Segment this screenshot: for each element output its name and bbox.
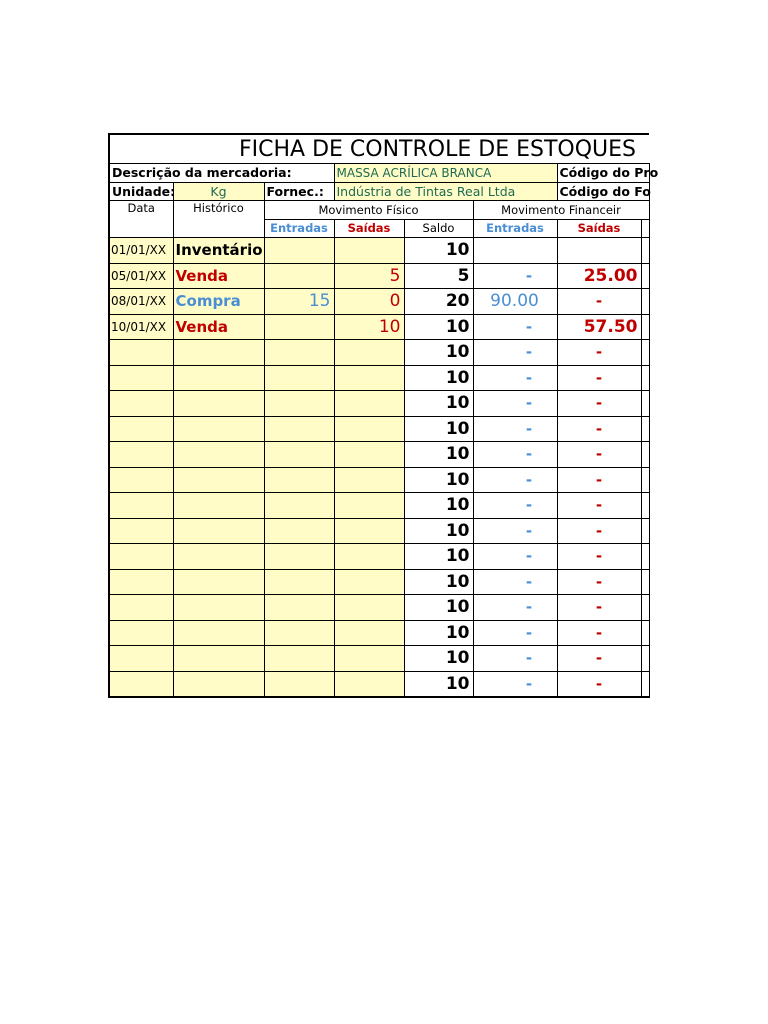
cell-fin-saidas: - (557, 595, 641, 621)
cell-date[interactable]: 01/01/XX (109, 238, 173, 264)
cell-saidas[interactable]: 5 (334, 263, 404, 289)
table-row (109, 544, 649, 570)
cell-date[interactable] (109, 544, 173, 570)
cell-saidas[interactable] (334, 620, 404, 646)
cell-fin-saidas (557, 238, 641, 264)
cell-saidas[interactable] (334, 442, 404, 468)
cell-entradas[interactable] (264, 467, 334, 493)
descricao-value[interactable]: MASSA ACRÍLICA BRANCA (334, 164, 557, 183)
col-header-entradas: Entradas (264, 219, 334, 238)
cell-date[interactable]: 10/01/XX (109, 314, 173, 340)
cell-entradas[interactable] (264, 620, 334, 646)
stock-table (108, 133, 659, 698)
table-row (109, 646, 649, 672)
cell-date[interactable]: 05/01/XX (109, 263, 173, 289)
cell-saldo: 10 (404, 518, 473, 544)
table-row (109, 493, 649, 519)
cell-overflow (641, 595, 649, 621)
table-row (109, 620, 649, 646)
cell-overflow (641, 391, 649, 417)
codigo-produto-label: Código do Pro (557, 164, 649, 183)
unidade-value[interactable]: Kg (173, 182, 264, 201)
cell-overflow (641, 467, 649, 493)
table-row (109, 365, 649, 391)
cell-historico[interactable]: Venda (173, 263, 264, 289)
cell-fin-saidas: - (557, 289, 641, 315)
cell-overflow (641, 569, 649, 595)
cell-entradas[interactable] (264, 493, 334, 519)
col-header-data: Data (109, 201, 173, 238)
cell-saldo: 10 (404, 595, 473, 621)
cell-saidas[interactable] (334, 493, 404, 519)
cell-fin-saidas: - (557, 569, 641, 595)
cell-overflow (641, 314, 649, 340)
table-row (109, 569, 649, 595)
cell-entradas[interactable] (264, 646, 334, 672)
table-row (109, 442, 649, 468)
cell-saidas[interactable] (334, 544, 404, 570)
cell-saldo: 10 (404, 391, 473, 417)
cell-fin-entradas: - (473, 595, 557, 621)
cell-fin-entradas: - (473, 314, 557, 340)
col-header-fin-saidas: Saídas (557, 219, 641, 238)
cell-saldo: 20 (404, 289, 473, 315)
cell-fin-entradas: - (473, 544, 557, 570)
cell-date[interactable] (109, 518, 173, 544)
cell-historico[interactable] (173, 569, 264, 595)
cell-overflow (641, 340, 649, 366)
cell-date[interactable] (109, 340, 173, 366)
cell-fin-saidas: - (557, 493, 641, 519)
cell-saldo: 10 (404, 416, 473, 442)
cell-overflow (641, 238, 649, 264)
cell-date[interactable] (109, 493, 173, 519)
cell-date[interactable] (109, 620, 173, 646)
cell-fin-saidas: - (557, 544, 641, 570)
cell-saldo: 10 (404, 544, 473, 570)
cell-entradas[interactable] (264, 671, 334, 697)
cell-entradas[interactable] (264, 263, 334, 289)
cell-overflow (641, 289, 649, 315)
cell-entradas[interactable] (264, 595, 334, 621)
cell-fin-saidas: - (557, 467, 641, 493)
cell-overflow (641, 442, 649, 468)
col-header-fin-entradas: Entradas (473, 219, 557, 238)
cell-fin-entradas: - (473, 263, 557, 289)
table-row (109, 391, 649, 417)
cell-saidas[interactable] (334, 391, 404, 417)
cell-date[interactable] (109, 646, 173, 672)
table-row (109, 263, 649, 289)
cell-entradas[interactable] (264, 518, 334, 544)
cell-fin-saidas: - (557, 620, 641, 646)
cell-fin-entradas: - (473, 569, 557, 595)
cell-overflow (641, 646, 649, 672)
cell-date[interactable] (109, 442, 173, 468)
table-row (109, 289, 649, 315)
table-row (109, 340, 649, 366)
cell-saldo: 10 (404, 442, 473, 468)
codigo-fornecedor-label: Código do Fo (557, 182, 649, 201)
cell-fin-entradas: - (473, 416, 557, 442)
col-header-saldo: Saldo (404, 219, 473, 238)
cell-historico[interactable]: Compra (173, 289, 264, 315)
cell-entradas[interactable] (264, 365, 334, 391)
cell-fin-entradas: 90.00 (473, 289, 557, 315)
cell-entradas[interactable]: 15 (264, 289, 334, 315)
cell-fin-entradas: - (473, 442, 557, 468)
unidade-label: Unidade: (109, 182, 173, 201)
fornec-value[interactable]: Indústria de Tintas Real Ltda (334, 182, 557, 201)
sheet-title: FICHA DE CONTROLE DE ESTOQUES (109, 134, 649, 164)
cell-historico[interactable] (173, 391, 264, 417)
cell-fin-entradas: - (473, 391, 557, 417)
descricao-label: Descrição da mercadoria: (109, 164, 334, 183)
cell-date[interactable]: 08/01/XX (109, 289, 173, 315)
cell-saidas[interactable] (334, 518, 404, 544)
col-header-overflow (641, 219, 649, 238)
cell-historico[interactable]: Inventário (173, 238, 264, 264)
cell-historico[interactable] (173, 416, 264, 442)
cell-fin-saidas: 25.00 (557, 263, 641, 289)
cell-entradas[interactable] (264, 314, 334, 340)
cell-historico[interactable] (173, 620, 264, 646)
cell-fin-entradas: - (473, 493, 557, 519)
cell-fin-saidas: - (557, 365, 641, 391)
cell-fin-saidas: - (557, 340, 641, 366)
cell-date[interactable] (109, 595, 173, 621)
cell-saidas[interactable]: 0 (334, 289, 404, 315)
cell-overflow (641, 263, 649, 289)
cell-saidas[interactable] (334, 416, 404, 442)
cell-date[interactable] (109, 569, 173, 595)
cell-overflow (641, 671, 649, 697)
cell-saidas[interactable] (334, 365, 404, 391)
cell-historico[interactable] (173, 467, 264, 493)
cell-historico[interactable] (173, 493, 264, 519)
cell-entradas[interactable] (264, 238, 334, 264)
cell-fin-saidas: - (557, 518, 641, 544)
cell-fin-entradas: - (473, 365, 557, 391)
cell-saidas[interactable] (334, 467, 404, 493)
cell-entradas[interactable] (264, 442, 334, 468)
cell-fin-saidas: - (557, 671, 641, 697)
cell-fin-saidas: - (557, 416, 641, 442)
table-row (109, 595, 649, 621)
cell-entradas[interactable] (264, 569, 334, 595)
cell-fin-saidas: - (557, 646, 641, 672)
cell-saldo: 10 (404, 493, 473, 519)
cell-overflow (641, 620, 649, 646)
cell-date[interactable] (109, 416, 173, 442)
cell-saidas[interactable] (334, 340, 404, 366)
table-row (109, 671, 649, 697)
cell-saidas[interactable] (334, 671, 404, 697)
cell-fin-entradas: - (473, 646, 557, 672)
cell-overflow (641, 365, 649, 391)
cell-saldo: 10 (404, 238, 473, 264)
table-row (109, 467, 649, 493)
table-row (109, 416, 649, 442)
cell-date[interactable] (109, 365, 173, 391)
cell-saldo: 10 (404, 340, 473, 366)
cell-saldo: 10 (404, 671, 473, 697)
cell-historico[interactable]: Venda (173, 314, 264, 340)
cell-saidas[interactable] (334, 595, 404, 621)
cell-overflow (641, 544, 649, 570)
cell-saidas[interactable] (334, 238, 404, 264)
table-row (109, 238, 649, 264)
cell-historico[interactable] (173, 595, 264, 621)
cell-date[interactable] (109, 391, 173, 417)
cell-entradas[interactable] (264, 391, 334, 417)
table-row (109, 518, 649, 544)
cell-saldo: 10 (404, 620, 473, 646)
cell-fin-entradas: - (473, 467, 557, 493)
col-header-saidas: Saídas (334, 219, 404, 238)
cell-fin-entradas: - (473, 340, 557, 366)
cell-date[interactable] (109, 467, 173, 493)
cell-historico[interactable] (173, 365, 264, 391)
cell-historico[interactable] (173, 544, 264, 570)
cell-historico[interactable] (173, 671, 264, 697)
cell-saidas[interactable] (334, 569, 404, 595)
cell-fin-saidas: - (557, 391, 641, 417)
cell-entradas[interactable] (264, 544, 334, 570)
cell-historico[interactable] (173, 340, 264, 366)
cell-saldo: 10 (404, 365, 473, 391)
cell-fin-entradas: - (473, 620, 557, 646)
cell-saldo: 5 (404, 263, 473, 289)
cell-historico[interactable] (173, 442, 264, 468)
cell-historico[interactable] (173, 518, 264, 544)
col-header-historico: Histórico (173, 201, 264, 238)
cell-saidas[interactable]: 10 (334, 314, 404, 340)
cell-historico[interactable] (173, 646, 264, 672)
stock-control-sheet (108, 133, 659, 708)
group-header-movimento-fisico: Movimento Físico (264, 201, 473, 220)
cell-saidas[interactable] (334, 646, 404, 672)
cell-saldo: 10 (404, 569, 473, 595)
table-row (109, 314, 649, 340)
cell-overflow (641, 416, 649, 442)
group-header-movimento-financeiro: Movimento Financeir (473, 201, 649, 220)
cell-date[interactable] (109, 671, 173, 697)
cell-fin-saidas: 57.50 (557, 314, 641, 340)
cell-saldo: 10 (404, 314, 473, 340)
cell-entradas[interactable] (264, 340, 334, 366)
cell-fin-entradas: - (473, 671, 557, 697)
fornec-label: Fornec.: (264, 182, 334, 201)
cell-fin-entradas: - (473, 518, 557, 544)
cell-fin-entradas (473, 238, 557, 264)
cell-entradas[interactable] (264, 416, 334, 442)
cell-saldo: 10 (404, 467, 473, 493)
cell-fin-saidas: - (557, 442, 641, 468)
cell-overflow (641, 518, 649, 544)
cell-saldo: 10 (404, 646, 473, 672)
cell-overflow (641, 493, 649, 519)
